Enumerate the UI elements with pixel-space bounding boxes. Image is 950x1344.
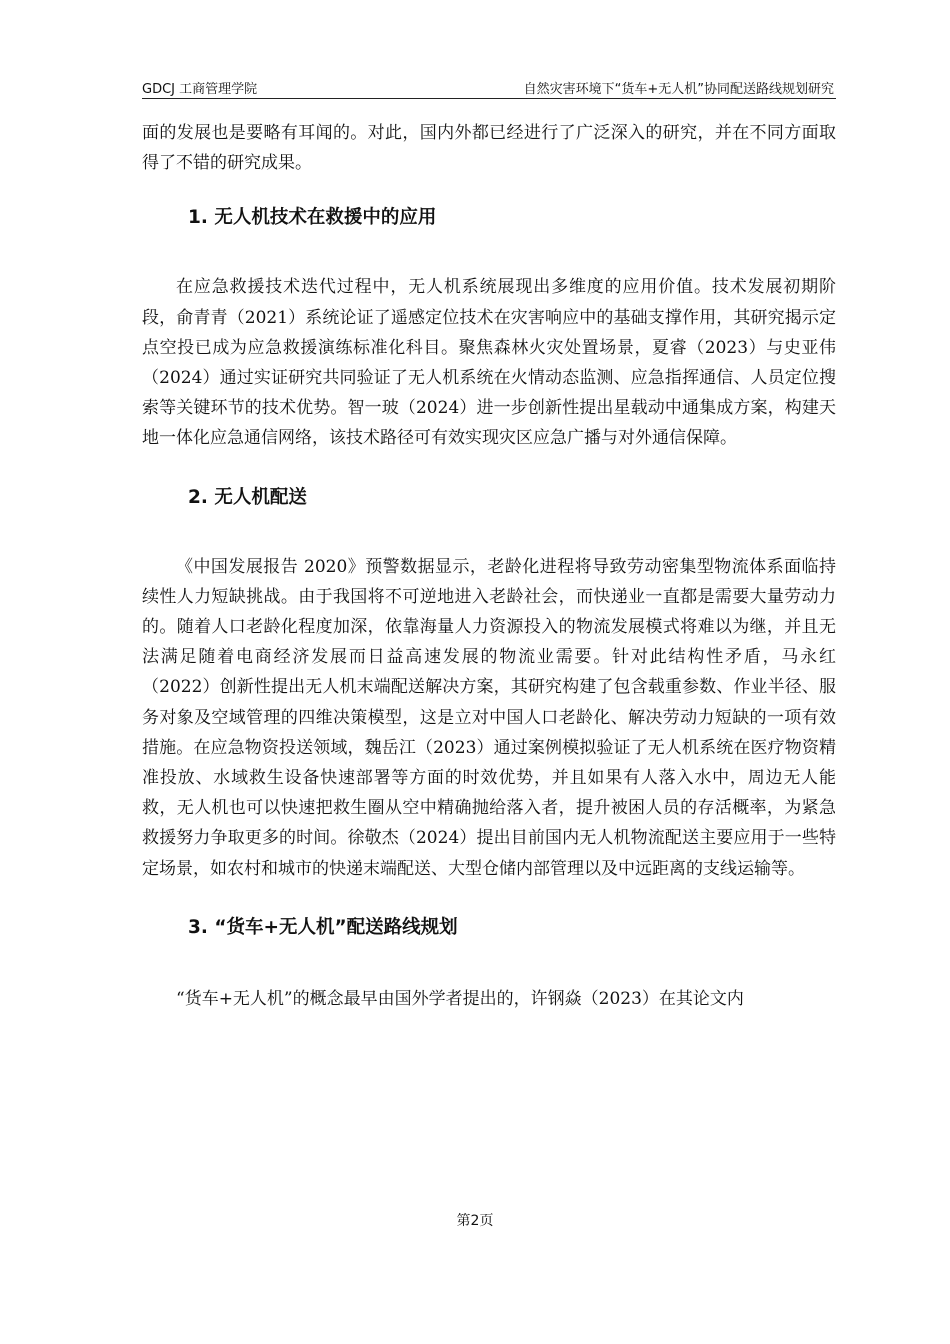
- page-header: [142, 76, 836, 99]
- header-paper-title: 自然灾害环境下“货车+无人机”协同配送路线规划研究: [523, 82, 834, 97]
- section-heading-1: 1. 无人机技术在救援中的应用: [188, 207, 437, 229]
- intro-paragraph: 面的发展也是要略有耳闻的。对此，国内外都已经进行了广泛深入的研究，并在不同方面取得了不错的研究成果。: [142, 123, 836, 174]
- page-number: 第2页: [456, 1213, 494, 1229]
- section-heading-2: 2. 无人机配送: [188, 486, 307, 508]
- header-institution: GDCJ 工商管理学院: [142, 82, 258, 97]
- section-heading-3: 3. “货车+无人机”配送路线规划: [188, 916, 458, 938]
- section-paragraph-1: 在应急救援技术迭代过程中，无人机系统展现出多维度的应用价值。技术发展初期阶段，俞青青（2021）系统论证了遥感定位技术在灾害响应中的基础支撑作用，其研究揭示定点空投已成为应急救援演练标准化科目。聚焦森林火灾处置场景，夏睿（2023）与史亚伟（2024）通过实证研究共同验证了无人机系统在火情动态监测、应急指挥通信、人员定位搜索等关键环节的技术优势。智一玻（2024）进一步创新性提出星载动中通集成方案，构建天地一体化应急通信网络，该技术路径可有效实现灾区应急广播与对外通信保障。: [142, 277, 836, 449]
- section-paragraph-2: 《中国发展报告 2020》预警数据显示，老龄化进程将导致劳动密集型物流体系面临持续性人力短缺挑战。由于我国将不可逆地进入老龄社会，而快递业一直都是需要大量劳动力的。随着人口老龄化程度加深，依靠海量人力资源投入的物流发展模式将难以为继，并且无法满足随着电商经济发展而日益高速发展的物流业需要。针对此结构性矛盾，马永红（2022）创新性提出无人机末端配送解决方案，其研究构建了包含载重参数、作业半径、服务对象及空域管理的四维决策模型，这是立对中国人口老龄化、解决劳动力短缺的一项有效措施。在应急物资投送领域，魏岳江（2023）通过案例模拟验证了无人机系统在医疗物资精准投放、水域救生设备快速部署等方面的时效优势，并且如果有人落入水中，周边无人能救，无人机也可以快速把救生圈从空中精确抛给落入者，提升被困人员的存活概率，为紧急救援努力争取更多的时间。徐敬杰（2024）提出目前国内无人机物流配送主要应用于一些特定场景，如农村和城市的快递末端配送、大型仓储内部管理以及中远距离的支线运输等。: [142, 556, 836, 879]
- section-paragraph-3: “货车+无人机”的概念最早由国外学者提出的，许钢焱（2023）在其论文内: [176, 988, 744, 1009]
- document-body: [142, 118, 836, 1014]
